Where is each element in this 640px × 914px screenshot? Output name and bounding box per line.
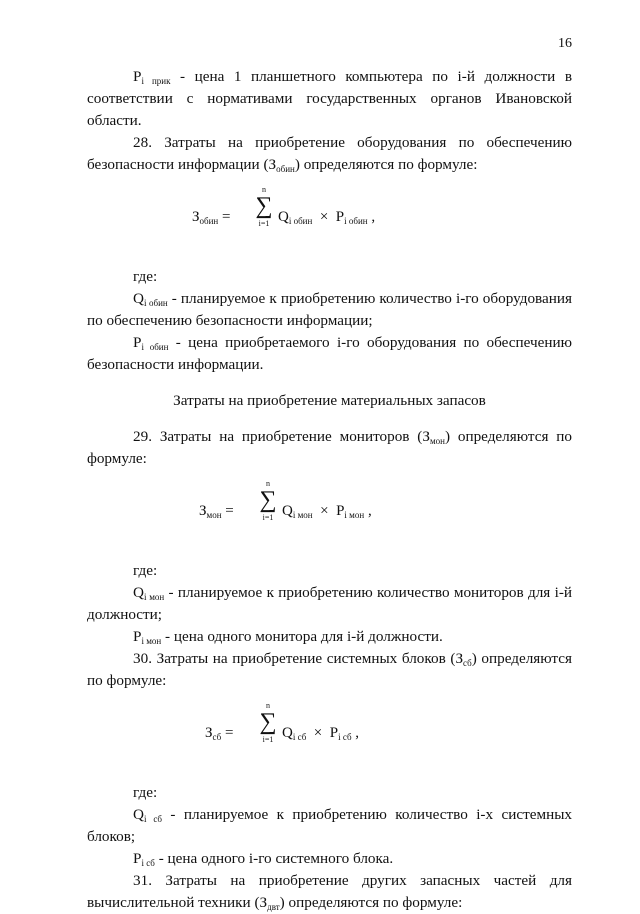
symbol-subscript: мон	[429, 436, 445, 446]
formula-obin	[87, 186, 572, 246]
sum-symbol: n ∑ i=1	[256, 702, 280, 744]
paragraph-text: ) определяются по формуле:	[87, 650, 572, 689]
paragraph-text: - планируемое к приобретению количество i-х системных блоков;	[87, 806, 572, 845]
quantity-symbol: Q	[278, 209, 289, 225]
paragraph-text: 31. Затраты на приобретение других запасных частей для вычислительной техники (	[87, 872, 572, 911]
sum-lower-limit: i=1	[258, 219, 270, 228]
price-subscript: i мон	[344, 510, 365, 520]
paragraph-28	[87, 132, 572, 176]
page-number: 16	[558, 36, 572, 51]
formula-lhs: З	[192, 209, 200, 225]
formula-lhs-subscript: сб	[212, 732, 222, 742]
price-symbol: P	[336, 503, 345, 519]
where-label: где:	[133, 562, 158, 579]
symbol: Q	[133, 584, 144, 601]
sum-symbol: n ∑ i=1	[256, 480, 280, 522]
formula-lhs-subscript: обин	[199, 216, 219, 226]
formula-lhs-subscript: мон	[206, 510, 222, 520]
sum-upper-limit: n	[266, 479, 270, 488]
symbol-subscript: i мон	[141, 636, 162, 646]
symbol: З	[259, 894, 268, 911]
paragraph-text: - цена одного монитора для i-й должности.	[161, 628, 443, 645]
symbol: Q	[133, 806, 144, 823]
paragraph-price-tablet	[87, 66, 572, 132]
symbol-subscript: i мон	[143, 592, 165, 602]
paragraph-text: 30. Затраты на приобретение системных блоков (	[133, 650, 456, 667]
quantity-symbol: Q	[282, 725, 293, 741]
price-symbol: P	[329, 725, 339, 741]
symbol-subscript: i обин	[141, 342, 169, 352]
paragraph-q-sb	[87, 804, 572, 848]
symbol: P	[133, 68, 142, 85]
paragraph-p-sb	[87, 848, 572, 870]
symbol: P	[133, 628, 142, 645]
symbol-subscript: двт	[267, 902, 280, 912]
paragraph-text: ) определяются по формуле:	[87, 428, 572, 467]
symbol-subscript: i сб	[141, 858, 155, 868]
paragraph-text: - планируемое к приобретению количество i-го оборудования по обеспечению безопасности информации;	[87, 290, 572, 329]
document-body	[87, 66, 572, 914]
sum-upper-limit: n	[262, 185, 266, 194]
quantity-subscript: i обин	[288, 216, 313, 226]
times-sign: ×	[320, 503, 329, 519]
formula-end: ,	[371, 209, 376, 225]
price-subscript: i сб	[338, 732, 352, 742]
formula-lhs: З	[199, 503, 207, 519]
sum-lower-limit: i=1	[262, 735, 274, 744]
price-subscript: i обин	[344, 216, 368, 226]
sum-lower-limit: i=1	[262, 513, 274, 522]
paragraph-p-mon	[87, 626, 572, 648]
symbol: P	[133, 334, 142, 351]
quantity-symbol: Q	[282, 503, 293, 519]
times-sign: ×	[319, 209, 329, 225]
paragraph-text: - цена одного i-го системного блока.	[154, 850, 394, 867]
times-sign: ×	[313, 725, 323, 741]
sum-symbol: n ∑ i=1	[252, 186, 276, 228]
equals-sign: =	[221, 209, 231, 225]
symbol-subscript: i сб	[143, 814, 163, 824]
section-heading: Затраты на приобретение материальных запасов	[173, 392, 486, 409]
symbol: P	[133, 850, 142, 867]
paragraph-q-obin	[87, 288, 572, 332]
paragraph-31	[87, 870, 572, 914]
symbol: З	[268, 156, 277, 173]
sum-upper-limit: n	[266, 701, 270, 710]
symbol: З	[455, 650, 464, 667]
symbol-subscript: i прик	[141, 76, 171, 86]
formula-lhs: З	[205, 725, 213, 741]
paragraph-text: 29. Затраты на приобретение мониторов (	[133, 428, 423, 445]
paragraph-text: 28. Затраты на приобретение оборудования по обеспечению безопасности информации (	[87, 134, 572, 173]
paragraph-text: - цена приобретаемого i-го оборудования по обеспечению безопасности информации.	[87, 334, 572, 373]
paragraph-p-obin	[87, 332, 572, 376]
paragraph-q-mon	[87, 582, 572, 626]
symbol: Q	[133, 290, 144, 307]
formula-end: ,	[355, 725, 360, 741]
symbol-subscript: обин	[276, 164, 295, 174]
equals-sign: =	[224, 725, 234, 741]
symbol: З	[422, 428, 430, 445]
symbol-subscript: сб	[463, 658, 472, 668]
price-symbol: P	[335, 209, 345, 225]
formula-end: ,	[367, 503, 372, 519]
paragraph-29	[87, 426, 572, 470]
paragraph-text: ) определяются по формуле:	[279, 894, 463, 911]
where-label: где:	[133, 784, 158, 801]
paragraph-text: ) определяются по формуле:	[294, 156, 478, 173]
symbol-subscript: i обин	[143, 298, 168, 308]
paragraph-text: - цена 1 планшетного компьютера по i-й должности в соответствии с нормативами государственных органов Ивановской области.	[87, 68, 572, 129]
equals-sign: =	[225, 503, 234, 519]
paragraph-30	[87, 648, 572, 692]
paragraph-text: - планируемое к приобретению количество мониторов для i-й должности;	[87, 584, 572, 623]
formula-mon	[87, 480, 572, 540]
formula-sb	[87, 702, 572, 762]
quantity-subscript: i мон	[292, 510, 313, 520]
where-label: где:	[133, 268, 158, 285]
quantity-subscript: i сб	[292, 732, 307, 742]
